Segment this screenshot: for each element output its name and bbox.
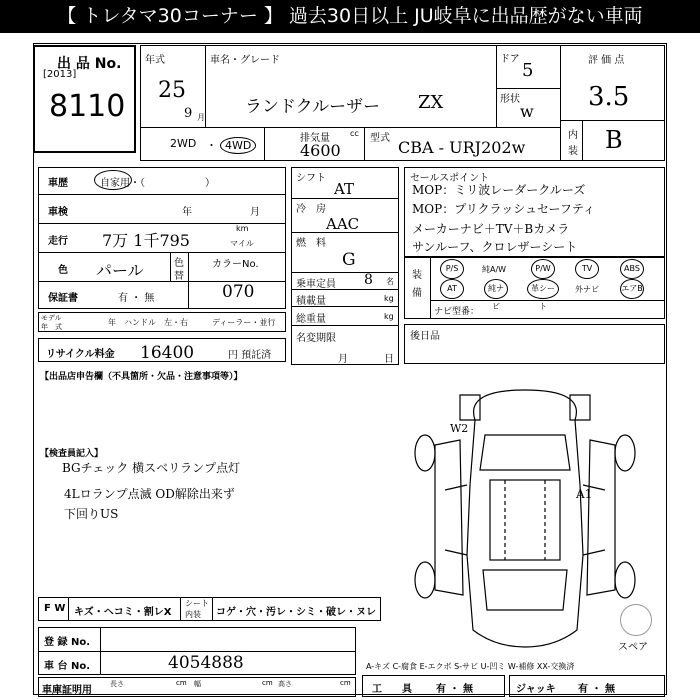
mileage-mile: マイル <box>230 239 254 248</box>
model-row-label-1: モデル <box>41 314 62 322</box>
mileage-value: 7万 1千795 <box>102 231 190 250</box>
shift-label: シフト <box>296 173 326 184</box>
equip-pw: P/W <box>531 259 555 279</box>
score-value: 3.5 <box>588 82 630 112</box>
recycle-unit: 円 預託済 <box>228 350 272 361</box>
displacement-label: 排気量 <box>300 133 330 144</box>
fw-exterior-items: キズ・ヘコミ・割レX <box>74 607 172 618</box>
equip-airbag: エアB <box>620 279 644 299</box>
name-change-day: 日 <box>384 354 394 365</box>
jack-label: ジャッキ <box>516 684 556 695</box>
spare-tire-circle <box>620 604 652 636</box>
name-change-label: 名変期限 <box>296 333 336 344</box>
equip-alloy-wheel: 純A/W <box>482 265 507 274</box>
color-change-2: 替 <box>174 271 184 282</box>
banner: 【 トレタマ30コーナー 】 過去30日以上 JU岐阜に出品歴がない車両 <box>0 0 700 33</box>
shape-label: 形状 <box>500 94 520 105</box>
history-label: 車歴 <box>48 178 68 189</box>
after-items-label: 後日品 <box>410 331 440 342</box>
equip-oem-navi: 純ナビ <box>484 279 508 299</box>
inspection-month: 月 <box>250 207 260 218</box>
interior-label-1: 内 <box>568 130 578 141</box>
history-circle <box>94 170 132 190</box>
after-items-box <box>404 324 665 364</box>
recycle-value: 16400 <box>140 343 195 363</box>
sales-label: セールスポイント <box>410 173 490 184</box>
capacity-unit: 名 <box>386 277 394 286</box>
declaration-label: 【出品店申告欄（不具箇所・欠品・注意事項等）】 <box>40 372 243 382</box>
equip-label-1: 装 <box>412 270 422 281</box>
shift-value: AT <box>334 180 355 198</box>
equip-tv: TV <box>575 259 599 279</box>
recycle-label: リサイクル料金 <box>46 349 115 360</box>
month-value: 9 <box>184 106 193 121</box>
warranty-value: 有 ・ 無 <box>118 293 155 304</box>
car-damage-diagram <box>405 385 645 650</box>
inspection-year: 年 <box>182 207 192 218</box>
year-label: 年式 <box>145 55 165 66</box>
equip-label-2: 備 <box>412 288 422 299</box>
lot-box <box>33 45 136 153</box>
inspector-line-1: BGチェック 横スベリランプ点灯 <box>62 461 241 475</box>
sales-line-3: メーカーナビ＋TV＋Bカメラ <box>412 222 570 236</box>
model-label: 車名・グレード <box>210 55 280 66</box>
color-code-value: 070 <box>222 282 255 302</box>
ac-value: AAC <box>326 215 360 233</box>
model-row-handle: ハンドル 左・右 <box>124 318 188 327</box>
width-label: 幅 <box>194 680 201 688</box>
interior-value: B <box>605 126 623 154</box>
equip-ps: P/S <box>440 259 464 279</box>
width-unit: cm <box>262 679 273 687</box>
fw-seat-label-2: 内装 <box>185 610 201 619</box>
inspection-label: 車検 <box>48 207 68 218</box>
height-unit: cm <box>340 679 351 687</box>
displacement-unit: cc <box>350 129 359 138</box>
history-value: 自家用・（ ） <box>100 178 215 189</box>
type-value: CBA - URJ202w <box>398 138 526 157</box>
sales-line-4: サンルーフ、クロレザーシート <box>412 240 578 254</box>
mileage-label: 走行 <box>48 236 68 247</box>
lot-year-tag: [2013] <box>43 69 77 80</box>
color-code-label: カラーNo. <box>212 259 259 270</box>
model-row-dealer: ディーラー・並行 <box>212 318 276 327</box>
month-unit: 月 <box>197 113 205 122</box>
lot-label: 出 品 No. <box>57 56 122 72</box>
grade: ZX <box>418 92 444 113</box>
year-value: 25 <box>158 78 186 103</box>
model-name: ランドクルーザー <box>245 97 381 117</box>
score-label: 評 価 点 <box>588 55 625 66</box>
capacity-label: 乗車定員 <box>296 279 336 290</box>
weight-label: 総重量 <box>296 314 326 325</box>
sales-line-1: MOP：ミリ波レーダークルーズ <box>412 183 586 197</box>
fw-seat-label-1: シート <box>185 599 209 608</box>
inspector-label: 【検査員記入】 <box>40 449 104 459</box>
ac-label: 冷 房 <box>296 204 326 215</box>
door-value: 5 <box>522 60 534 81</box>
garage-cert-label: 車庫証明用 <box>42 685 92 696</box>
drive-4wd: 4WD <box>220 137 256 154</box>
fuel-label: 燃 料 <box>296 238 326 249</box>
color-change-1: 色 <box>174 258 184 269</box>
diagram-mark-a1: A1 <box>576 487 593 501</box>
length-label: 長さ <box>110 680 124 688</box>
equip-leather-seat: 革シート <box>527 279 559 299</box>
tools-value: 有 ・ 無 <box>436 684 473 695</box>
tools-label: 工 具 <box>372 684 412 695</box>
mileage-km: km <box>236 224 249 233</box>
jack-value: 有 ・ 無 <box>578 684 615 695</box>
inspector-line-3: 下回りUS <box>64 507 119 521</box>
navi-model-label: ナビ型番： <box>434 307 480 317</box>
inspector-line-2: 4Lロランプ点滅 OD解除出来ず <box>64 487 235 501</box>
sales-line-2: MOP：プリクラッシュセーフティ <box>412 202 595 216</box>
diagram-mark-w2: W2 <box>450 422 469 435</box>
fuel-value: G <box>342 250 356 270</box>
weight-unit: kg <box>384 312 394 321</box>
model-row-label-2: 年 式 <box>41 323 62 331</box>
capacity-value: 8 <box>364 272 373 288</box>
load-unit: kg <box>384 294 394 303</box>
shape-value: w <box>520 102 534 121</box>
lot-number: 8110 <box>49 89 126 124</box>
color-label: 色 <box>58 265 68 276</box>
warranty-label: 保証書 <box>48 293 78 304</box>
spare-label: スペア <box>618 642 648 653</box>
model-row-year: 年 <box>108 318 116 327</box>
chassis-label: 車 台 No. <box>44 661 91 672</box>
equip-at: AT <box>440 279 464 299</box>
color-value: パール <box>96 261 144 280</box>
registration-label: 登 録 No. <box>44 637 91 648</box>
fw-label: F W <box>44 603 66 614</box>
fw-interior-items: コゲ・穴・汚レ・シミ・破レ・ヌレ <box>216 607 376 618</box>
load-label: 積載量 <box>296 296 326 307</box>
chassis-value: 4054888 <box>168 653 244 673</box>
length-unit: cm <box>176 679 187 687</box>
height-label: 高さ <box>278 680 292 688</box>
interior-label-2: 装 <box>568 146 578 157</box>
equip-ext-navi: 外ナビ <box>575 285 599 294</box>
damage-legend: A-キズ C-腐食 E-エクボ S-サビ U-凹ミ W-補修 XX-交換済 <box>366 662 575 671</box>
drive-2wd: 2WD <box>170 137 197 150</box>
door-label: ドア <box>500 54 520 65</box>
name-change-month: 月 <box>338 354 348 365</box>
equip-abs: ABS <box>620 259 644 279</box>
type-label: 型式 <box>370 133 390 144</box>
drive-separator: ・ <box>206 139 217 152</box>
displacement-value: 4600 <box>300 141 341 160</box>
